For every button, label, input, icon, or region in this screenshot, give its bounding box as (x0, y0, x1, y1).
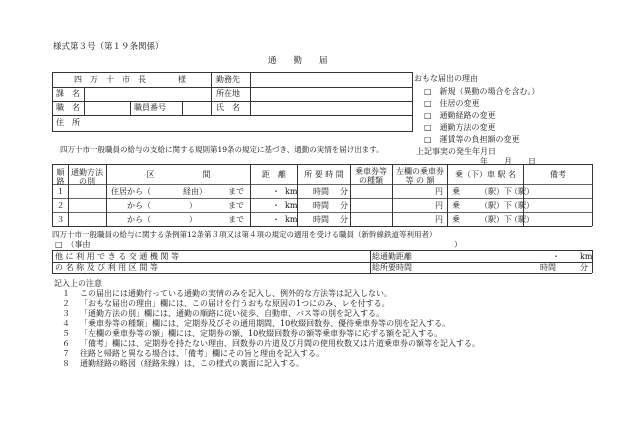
remarks-field[interactable] (525, 200, 591, 211)
section-to: まで (228, 201, 244, 210)
section-via: ） (189, 215, 197, 224)
pass-yen[interactable]: 円 (435, 187, 443, 196)
name-label: 氏 名 (216, 103, 240, 112)
note-text: 「通勤方法の別」欄には、通勤の順路に従い徒歩、自動車、バス等の別を記入する。 (80, 309, 384, 318)
station-alight[interactable]: （駅）下 (480, 187, 512, 196)
section-from[interactable]: 住居から（ (111, 187, 151, 196)
station-alight[interactable]: （駅）下 (480, 215, 512, 224)
staff-number-field[interactable] (184, 102, 210, 114)
note-number: ５ (62, 329, 70, 338)
job-title-label: 職 名 (56, 103, 80, 112)
station-boarding[interactable]: 乗 (452, 201, 460, 210)
note-text: 「乗車券等の種類」欄には、定期券及びその通用期間、10枚綴回数券、優待乗車券等の別を記入する。 (80, 319, 451, 328)
date-caption: 上記事実の発生年月日 (416, 147, 496, 156)
reason-method[interactable]: □ 通勤方法の変更 (424, 123, 496, 132)
total-distance-dot: ・ (552, 252, 560, 261)
address-label: 住 所 (56, 118, 80, 127)
shinkansen-close: ） (454, 240, 462, 249)
note-text: 「左欄の乗車券等の額」欄には、定期券の額、10枚綴回数券の額等乗車券等に応ずる額を記入する。 (80, 329, 443, 338)
distance-unit[interactable]: km (285, 187, 298, 196)
section-to: まで (228, 215, 244, 224)
method-field[interactable] (70, 186, 105, 197)
other-transport-field[interactable] (180, 251, 368, 272)
section-from[interactable]: から（ (127, 201, 151, 210)
total-time-minutes[interactable]: 分 (580, 263, 588, 272)
note-text: 「備考」欄には、定期券を持たない理由、回数券の片道及び月間の使用枚数又は片道乗車券の額等を記入する。 (80, 339, 480, 348)
note-number: ８ (62, 359, 70, 368)
pass-type-field[interactable] (352, 186, 390, 197)
name-field[interactable] (252, 102, 410, 114)
total-time-label: 総所要時間 (372, 263, 412, 272)
reason-route[interactable]: □ 通勤経路の変更 (424, 111, 496, 120)
method-field[interactable] (70, 200, 105, 211)
form-number: 様式第３号（第１９条関係） (53, 42, 164, 52)
method-field[interactable] (70, 214, 105, 225)
total-distance-unit[interactable]: km (580, 252, 593, 261)
station-alight[interactable]: （駅）下 (480, 201, 512, 210)
note-number: ３ (62, 309, 70, 318)
col-order: 順路 (56, 168, 65, 186)
section-from[interactable]: から（ (127, 215, 151, 224)
time-minutes[interactable]: 分 (340, 201, 348, 210)
time-hours[interactable]: 時間 (313, 215, 329, 224)
other-transport-label-2: の 名 称 及 び 利 用 区 間 等 (55, 263, 158, 272)
row-number: １ (56, 187, 65, 196)
pass-yen[interactable]: 円 (435, 215, 443, 224)
col-distance: 距 離 (262, 170, 286, 179)
total-distance-prefix: 総 (372, 252, 380, 261)
reasons-heading: おもな届出の理由 (414, 74, 478, 83)
note-number: ６ (62, 339, 70, 348)
reason-new[interactable]: □ 新規（異動の場合を含む。） (424, 87, 540, 96)
pass-type-field[interactable] (352, 214, 390, 225)
distance-dot: ・ (272, 201, 280, 210)
total-time-hours[interactable]: 時間 (540, 263, 556, 272)
distance-dot: ・ (272, 215, 280, 224)
note-text: この届出には通勤行っている通勤の実情のみを記入し、例外的な方法等は記入しない。 (80, 289, 392, 298)
other-transport-label-1: 他 に 利 用 で き る 交 通 機 関 等 (55, 252, 179, 261)
staff-number-label: 職員番号 (134, 103, 166, 112)
time-hours[interactable]: 時間 (313, 201, 329, 210)
notes-heading: 記入上の注意 (54, 279, 102, 288)
section-to: まで (228, 187, 244, 196)
section-via: 経由） (183, 187, 207, 196)
section-via: ） (189, 201, 197, 210)
date-fields[interactable]: 年 月 日 (480, 157, 536, 166)
pass-type-field[interactable] (352, 200, 390, 211)
declaration: 四万十市一般職員の給与の支給に関する規則第19条の規定に基づき、通勤の実情を届け出ます。 (60, 145, 384, 154)
col-station: 乗（下）車 駅 名 (454, 170, 517, 179)
reason-residence[interactable]: □ 住居の変更 (424, 99, 480, 108)
distance-dot: ・ (272, 187, 280, 196)
department-field[interactable] (86, 88, 210, 100)
note-text: 「おもな届出の理由」欄には、この届けを行うおもな原因の1つにのみ、レを付する。 (80, 299, 390, 308)
note-number: ７ (62, 349, 70, 358)
total-distance-label: 通勤距離 (380, 252, 412, 261)
note-number: １ (62, 289, 70, 298)
note-number: ４ (62, 319, 70, 328)
remarks-field[interactable] (525, 214, 591, 225)
station-boarding[interactable]: 乗 (452, 215, 460, 224)
col-pass-type: 乗車券等の種類 (355, 167, 387, 185)
pass-yen[interactable]: 円 (435, 201, 443, 210)
col-method: 通勤方法の別 (71, 168, 103, 186)
col-section: 区 間 (146, 170, 211, 179)
station-boarding[interactable]: 乗 (452, 187, 460, 196)
distance-unit[interactable]: km (285, 215, 298, 224)
shinkansen-text: 四万十市一般職員の給与に関する条例第12条第３項又は第４項の規定の適用を受ける職員（新幹線鉄道等利用者） (52, 230, 437, 239)
row-number: ２ (56, 201, 65, 210)
address-field[interactable] (86, 116, 410, 129)
remarks-field[interactable] (525, 186, 591, 197)
job-title-field[interactable] (86, 102, 129, 114)
note-text: 往路と帰路と異なる場合は、「備考」欄にその旨と理由を記入する。 (80, 349, 324, 358)
location-field[interactable] (252, 88, 410, 100)
note-text: 通勤経路の略図（経路朱線）は、この様式の裏面に記入する。 (80, 359, 304, 368)
col-time: 所 要 時 間 (304, 170, 344, 179)
location-label: 所在地 (216, 89, 240, 98)
note-number: ２ (62, 299, 70, 308)
time-minutes[interactable]: 分 (340, 215, 348, 224)
col-remarks: 備考 (550, 170, 566, 179)
workplace-field[interactable] (252, 74, 410, 86)
distance-unit[interactable]: km (285, 201, 298, 210)
station-end: （駅） (510, 187, 534, 196)
addressee-label: 四 万 十 市 長 様 (74, 75, 186, 84)
station-end: （駅） (510, 201, 534, 210)
col-pass-amount: 左欄の乗車券等 の 額 (396, 167, 444, 185)
shinkansen-checkbox[interactable]: □ （事由 (55, 240, 91, 249)
workplace-label: 勤務先 (216, 75, 240, 84)
station-end: （駅） (510, 215, 534, 224)
row-number: ３ (56, 215, 65, 224)
time-hours[interactable]: 時間 (313, 187, 329, 196)
reason-fare[interactable]: □ 運賃等の負担額の変更 (424, 135, 520, 144)
department-label: 課 名 (56, 89, 80, 98)
form-title: 通 勤 届 (268, 56, 328, 66)
time-minutes[interactable]: 分 (340, 187, 348, 196)
